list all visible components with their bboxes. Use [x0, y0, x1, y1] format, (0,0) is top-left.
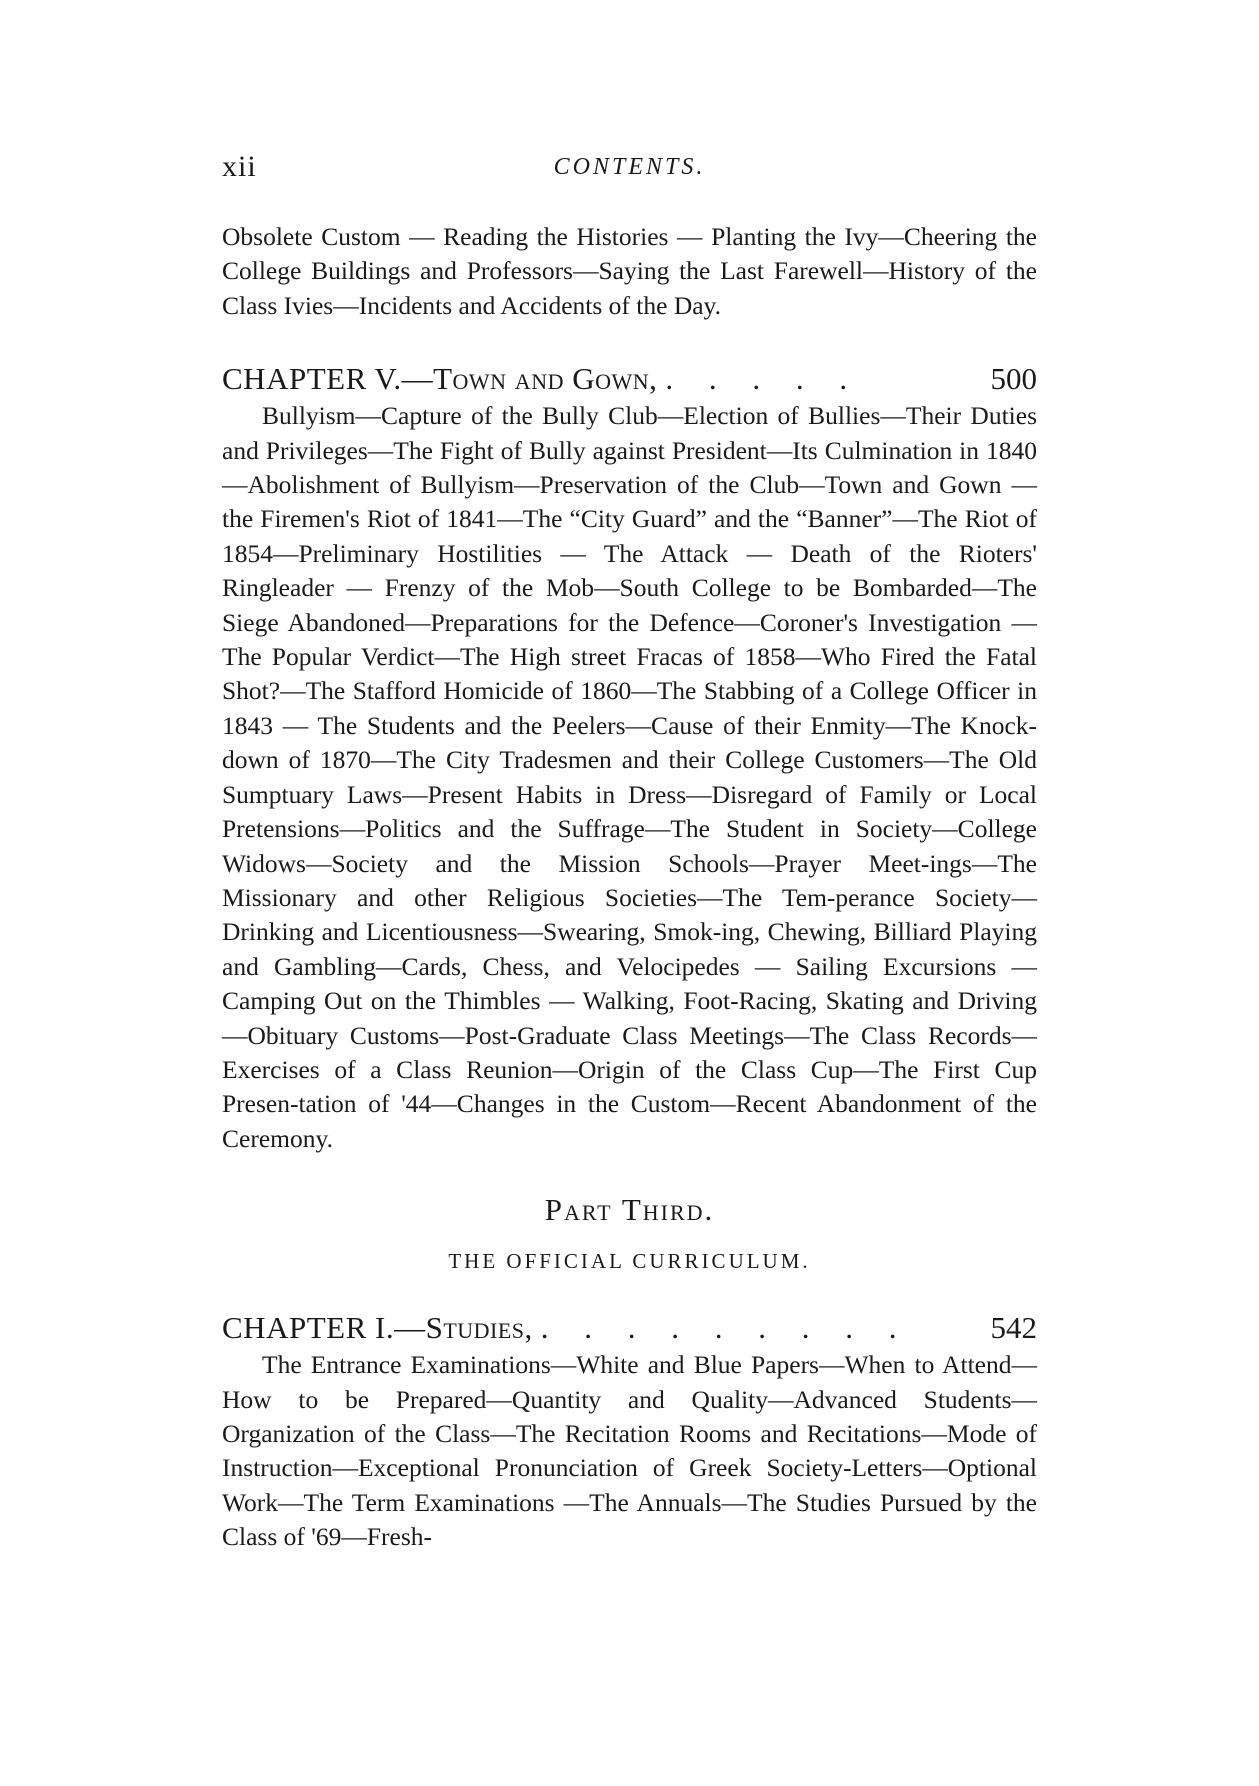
- chapter-i-heading: [222, 1308, 1037, 1348]
- running-title: CONTENTS.: [553, 154, 706, 180]
- chapter-i-summary: The Entrance Examinations—White and Blue Papers—When to Attend—How to be Prepared—Quantity and Quality—Advanced Students—Organization of the Class—The Recitation Rooms and Recitations—Mode of Instruction—Exceptional Pronunciation of Greek Society-Letters—Optional Work—The Term Examinations —The Annuals—The Studies Pursued by the Class of '69—Fresh-: [222, 1350, 1037, 1552]
- chapter-i-leader-dots: . . . . . . . . .: [540, 1310, 911, 1346]
- part-subtitle: THE OFFICIAL CURRICULUM.: [448, 1249, 811, 1274]
- chapter-v-page: 500: [990, 361, 1037, 397]
- intro-paragraph: Obsolete Custom — Reading the Histories — Planting the Ivy—Cheering the College Buildings and Professors—Saying the Last Farewell—History of the Class Ivies—Incidents and Accidents of the Day.: [222, 222, 1037, 320]
- page-number: xii: [222, 150, 257, 183]
- chapter-v-heading: [222, 359, 1037, 399]
- chapter-i-label: CHAPTER I.—: [222, 1310, 426, 1346]
- chapter-v-leader-dots: . . . . .: [665, 361, 862, 397]
- chapter-v-title: Town and Gown,: [433, 361, 658, 397]
- running-head: [222, 150, 1037, 190]
- part-heading: Part Third.: [544, 1192, 715, 1228]
- contents-body: [222, 220, 1037, 1555]
- chapter-v-label: CHAPTER V.—: [222, 361, 434, 397]
- chapter-v-summary: Bullyism—Capture of the Bully Club—Election of Bullies—Their Duties and Privileges—The Fight of Bully against President—Its Culmination in 1840—Abolishment of Bullyism—Preservation of the Club—Town and Gown — the Firemen's Riot of 1841—The “City Guard” and the “Banner”—The Riot of 1854—Preliminary Hostilities — The Attack — Death of the Rioters' Ringleader — Frenzy of the Mob—South College to be Bombarded—The Siege Abandoned—Preparations for the Defence—Coroner's Investigation —The Popular Verdict—The High street Fracas of 1858—Who Fired the Fatal Shot?—The Stafford Homicide of 1860—The Stabbing of a College Officer in 1843 — The Students and the Peelers—Cause of their Enmity—The Knock-down of 1870—The City Tradesmen and their College Customers—The Old Sumptuary Laws—Present Habits in Dress—Disregard of Family or Local Pretensions—Politics and the Suffrage—The Student in Society—College Widows—Society and the Mission Schools—Prayer Meet-ings—The Missionary and other Religious Societies—The Tem-perance Society—Drinking and Licentiousness—Swearing, Smok-ing, Chewing, Billiard Playing and Gambling—Cards, Chess, and Velocipedes — Sailing Excursions — Camping Out on the Thimbles — Walking, Foot-Racing, Skating and Driving—Obituary Customs—Post-Graduate Class Meetings—The Class Records—Exercises of a Class Reunion—Origin of the Class Cup—The First Cup Presen-tation of '44—Changes in the Custom—Recent Abandonment of the Ceremony.: [222, 401, 1037, 1153]
- chapter-i-title: Studies,: [425, 1310, 533, 1346]
- chapter-i-page: 542: [990, 1310, 1037, 1346]
